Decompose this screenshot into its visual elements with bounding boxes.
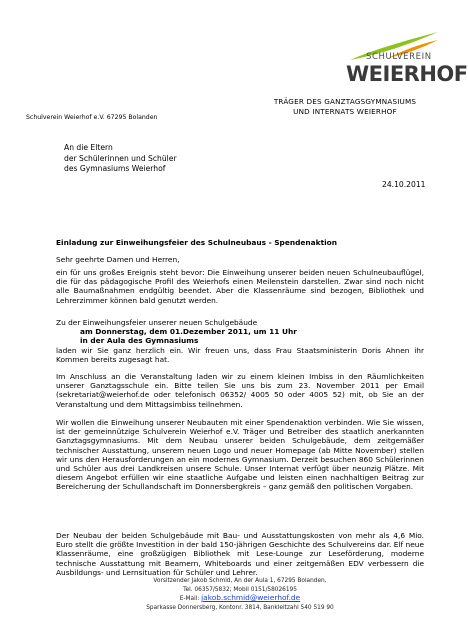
footer (56, 577, 424, 612)
paragraph-4: Wir wollen die Einweihung unserer Neubauten mit einer Spendenaktion verbinden. Wie Sie wissen, ist der gemeinnützige Schulverein Weierhof e.V. Träger und Betreiber des staatlich anerkannten Ganztagsgymnasiums. Mit dem Neubau unserer beiden Schulgebäude, dem zeitgemäßer technischer Ausstattung, unserem neuen Logo und neuer Homepage (ab Mitte November) stellen wir uns den Herausforderungen an ein modernes Gymnasium. Derzeit besuchen 860 Schülerinnen und Schüler aus drei Landkreisen unsere Schule. Unser Internat verfügt über neunzig Plätze. Mit diesem Angebot erfüllen wir eine staatliche Aufgabe und leisten einen nachhaltigen Beitrag zur Bereicherung der Schullandschaft im Donnersbergkreis – ganz gemäß den politischen Vorgaben. (56, 418, 424, 492)
address-line-2: der Schülerinnen und Schüler (64, 153, 177, 163)
event-where: in der Aula des Gymnasiums (80, 336, 199, 346)
paragraph-3: Im Anschluss an die Veranstaltung laden wir zu einem kleinen Imbiss in den Räumlichkeiten unserer Ganztagsschule ein. Bitte teilen Sie uns bis zum 23. November 2011 per Email (sekretariat@weierhof.de oder telefonisch 06352/ 4005 50 oder 4005 52) mit, ob Sie an der Veranstaltung und dem Mittagsimbiss teilnehmen. (56, 372, 424, 409)
letter-date: 24.10.2011 (382, 180, 426, 189)
address-line-3: des Gymnasiums Weierhof (64, 164, 166, 173)
paragraph-5: Der Neubau der beiden Schulgebäude mit Bau- und Ausstattungskosten von mehr als 4,6 Mio. Euro stellt die größte Investition in der bald 150-jährigen Geschichte des Schulvereins dar. Elf neue Klassenräume, eine großzügigen Bibliothek mit Lese-Lounge zur Leseförderung, moderne technische Ausstattung mit Beamern, Whiteboards und einer zeitgemäßen EDV verbessern die Ausbildungs- und Lernsituation für Schüler und Lehrer. (56, 531, 424, 577)
footer-bank: Sparkasse Donnersberg, Kontonr. 3814, Bankleitzahl 540 519 90 (146, 604, 334, 611)
logo-main-text: WEIERHOF (346, 62, 468, 86)
traeger-line-1: TRÄGER DES GANZTAGSGYMNASIUMS (273, 97, 417, 106)
footer-email-row (56, 594, 424, 604)
footer-email-link[interactable]: jakob.schmid@weierhof.de (201, 593, 301, 602)
event-when: am Donnerstag, dem 01.Dezember 2011, um 11 Uhr (80, 327, 297, 337)
paragraph-1: ein für uns großes Ereignis steht bevor: Die Einweihung unserer beiden neuen Schulneubauflügel, die für das pädagogische Profil des Weierhofs einen Meilenstein darstellen. Zwar sind noch nicht alle Baumaßnahmen endgültig beendet. Aber die Klassenräume sind bezogen, Bibliothek und Lehrerzimmer können bald genutzt werden. (56, 268, 424, 305)
letter-subject: Einladung zur Einweihungsfeier des Schulneubaus - Spendenaktion (56, 238, 337, 247)
footer-line-1: Vorsitzender Jakob Schmid, An der Aula 1, 67295 Bolanden, (153, 578, 327, 584)
paragraph-2-rest: laden wir Sie ganz herzlich ein. Wir freuen uns, dass Frau Staatsministerin Doris Ahnen ihr Kommen bereits zugesagt hat. (56, 345, 424, 364)
footer-line-2: Tel. 06357/5832; Mobil 0151/58026195 (183, 586, 297, 593)
address-line-1: An die Eltern (64, 143, 113, 152)
paragraph-2-intro: Zu der Einweihungsfeier unserer neuen Schulgebäude (56, 318, 258, 327)
recipient-address (64, 143, 177, 175)
traeger-line-2: UND INTERNATS WEIERHOF (293, 106, 397, 116)
greeting: Sehr geehrte Damen und Herren, (56, 255, 180, 264)
logo-top-text: SCHULVEREIN (366, 52, 432, 62)
sender-line: Schulverein Weierhof e.V. 67295 Bolanden (26, 114, 158, 121)
traeger-heading (250, 97, 440, 116)
paragraph-2 (56, 318, 424, 364)
footer-email-label: E-Mail: (179, 596, 200, 602)
